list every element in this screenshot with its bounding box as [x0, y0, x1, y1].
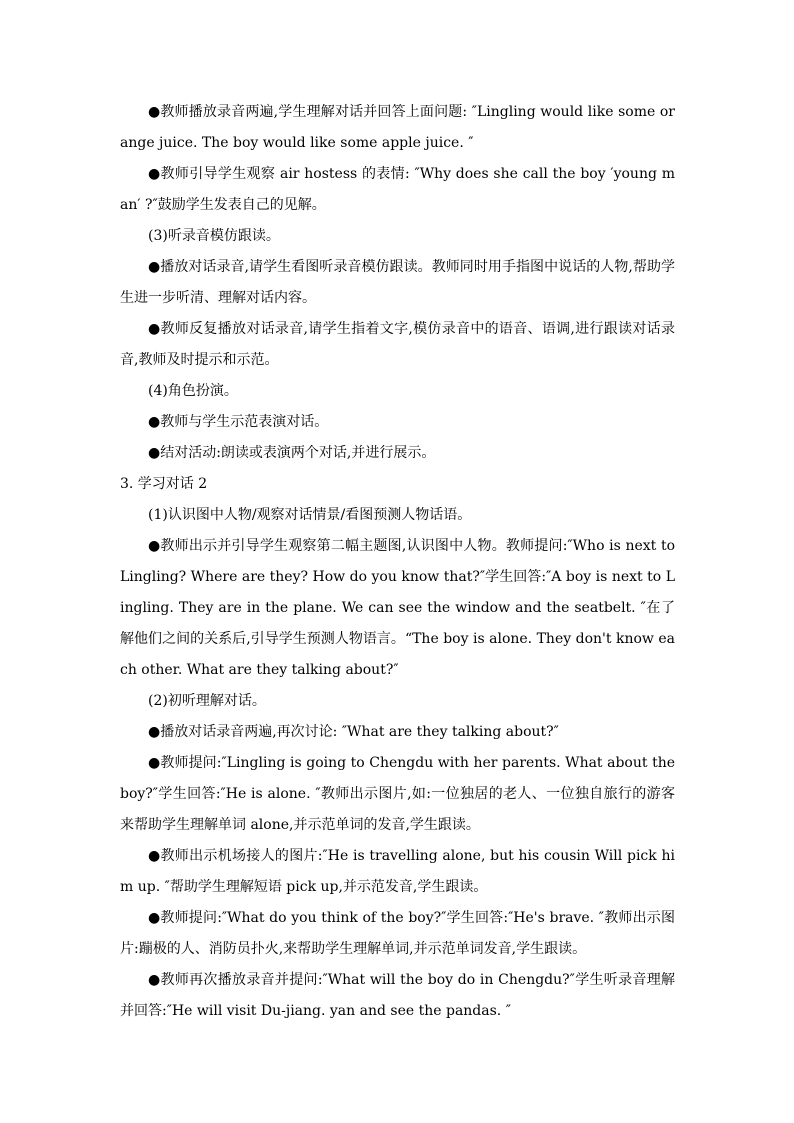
- paragraph-pick-up: ●教师出示机场接人的图片:″He is travelling alone, but his cousin Will pick him up. ″帮助学生理解短语 pick up,并示范发音,学生跟读。: [120, 848, 675, 895]
- paragraph-chengdu: ●教师再次播放录音并提问:″What will the boy do in Chengdu?″学生听录音理解并回答:″He will visit Du-jiang. yan and see the pandas. ″: [120, 972, 675, 1019]
- paragraph-listening-answer: ●教师播放录音两遍,学生理解对话并回答上面问题: ″Lingling would like some orange juice. The boy would like some apple juice. ″: [120, 104, 675, 151]
- paragraph-observe-picture: ●教师出示并引导学生观察第二幅主题图,认识图中人物。教师提问:″Who is next to Lingling? Where are they? How do you know that?″学生回答:″A boy is next to Lingling. They are in the plane. We can see the window and the seatbelt. ″在了解他们之间的关系后,引导学生预测人物语言。“The boy is alone. They don't know each other. What are they talking about?″: [120, 538, 675, 678]
- paragraph-step-1-heading: (1)认识图中人物/观察对话情景/看图预测人物话语。: [148, 507, 472, 523]
- section-heading-dialogue-2: 3. 学习对话 2: [120, 476, 208, 492]
- paragraph-alone: ●教师提问:″Lingling is going to Chengdu with her parents. What about the boy?″学生回答:″He is alone. ″教师出示图片,如:一位独居的老人、一位独自旅行的游客来帮助学生理解单词 alone,并示范单词的发音,学生跟读。: [120, 755, 675, 833]
- paragraph-step-4-heading: (4)角色扮演。: [148, 383, 238, 399]
- paragraph-pair-activity: ●结对活动:朗读或表演两个对话,并进行展示。: [148, 445, 436, 461]
- paragraph-step-2-heading: (2)初听理解对话。: [148, 693, 266, 709]
- paragraph-brave: ●教师提问:″What do you think of the boy?″学生回答:″He's brave. ″教师出示图片:蹦极的人、消防员扑火,来帮助学生理解单词,并示范单词发音,学生跟读。: [120, 910, 675, 957]
- paragraph-play-recording: ●播放对话录音,请学生看图听录音模仿跟读。教师同时用手指图中说话的人物,帮助学生进一步听清、理解对话内容。: [120, 259, 675, 306]
- document-body: [120, 97, 675, 1027]
- paragraph-air-hostess: ●教师引导学生观察 air hostess 的表情: ″Why does she call the boy ′young man′ ?″鼓励学生发表自己的见解。: [120, 166, 675, 213]
- paragraph-repeat-recording: ●教师反复播放对话录音,请学生指着文字,模仿录音中的语音、语调,进行跟读对话录音,教师及时提示和示范。: [120, 321, 675, 368]
- paragraph-teacher-demo: ●教师与学生示范表演对话。: [148, 414, 329, 430]
- paragraph-step-3-heading: (3)听录音模仿跟读。: [148, 228, 280, 244]
- paragraph-discuss-again: ●播放对话录音两遍,再次讨论: ″What are they talking about?″: [148, 724, 559, 740]
